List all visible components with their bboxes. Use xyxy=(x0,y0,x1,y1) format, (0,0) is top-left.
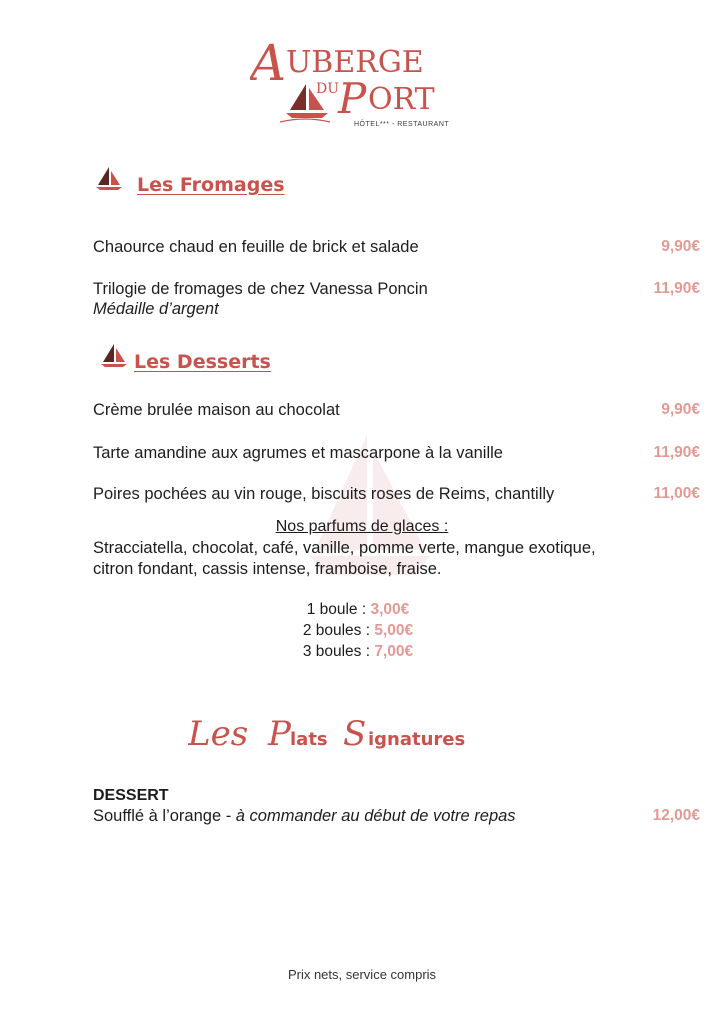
menu-item-note: Médaille d’argent xyxy=(93,300,219,318)
scoop-label: 2 boules : xyxy=(302,622,375,639)
menu-item-name: Trilogie de fromages de chez Vanessa Poncin xyxy=(93,280,428,298)
sailboat-icon xyxy=(95,165,123,191)
logo-word-du: DU xyxy=(316,81,340,97)
signature-word-ignatures: ignatures xyxy=(368,729,466,750)
menu-item-price: 11,90€ xyxy=(653,280,700,297)
menu-item-price: 9,90€ xyxy=(661,401,700,418)
scoop-price-line xyxy=(0,643,716,661)
logo-initial-p: P xyxy=(338,74,367,123)
signature-category-label: DESSERT xyxy=(93,787,169,804)
scoop-label: 3 boules : xyxy=(302,643,375,660)
scoop-label: 1 boule : xyxy=(306,601,371,618)
logo-word-uberge: UBERGE xyxy=(286,45,424,80)
logo-initial-a: A xyxy=(250,36,287,92)
menu-item-price: 11,00€ xyxy=(653,485,700,502)
logo-word-ort: ORT xyxy=(368,82,435,117)
scoop-price: 3,00€ xyxy=(370,601,410,618)
signature-dessert-line xyxy=(93,806,516,827)
signature-dessert-note: à commander au début de votre repas xyxy=(235,807,516,825)
menu-item-name: Chaource chaud en feuille de brick et salade xyxy=(93,238,419,256)
signature-initial-p: P xyxy=(268,714,291,754)
menu-item-name: Crème brulée maison au chocolat xyxy=(93,401,340,419)
section-title-desserts: Les Desserts xyxy=(134,351,271,373)
menu-item-name: Poires pochées au vin rouge, biscuits roses de Reims, chantilly xyxy=(93,485,555,503)
logo-subtitle: HÔTEL*** - RESTAURANT xyxy=(354,121,450,128)
signature-dishes-heading xyxy=(188,703,488,759)
signature-dessert-price: 12,00€ xyxy=(652,807,700,824)
ice-cream-title: Nos parfums de glaces : xyxy=(275,518,449,535)
footer-note: Prix nets, service compris xyxy=(287,967,437,982)
sailboat-icon xyxy=(100,342,128,368)
scoop-price: 5,00€ xyxy=(374,622,414,639)
signature-dessert-name: Soufflé à l’orange - xyxy=(93,807,236,825)
signature-word-lats: lats xyxy=(290,729,328,750)
scoop-price-line xyxy=(0,622,716,640)
menu-item-price: 9,90€ xyxy=(661,238,700,255)
scoop-price-line xyxy=(0,601,716,619)
signature-initial-s: S xyxy=(343,714,367,754)
menu-item-price: 11,90€ xyxy=(653,444,700,461)
section-title-fromages: Les Fromages xyxy=(137,174,285,196)
ice-cream-flavours: Stracciatella, chocolat, café, vanille, pomme verte, mangue exotique, citron fondant, cassis intense, framboise, fraise. xyxy=(93,539,596,578)
signature-word-les: Les xyxy=(188,714,249,754)
scoop-price: 7,00€ xyxy=(374,643,414,660)
menu-item-name: Tarte amandine aux agrumes et mascarpone à la vanille xyxy=(93,444,503,462)
